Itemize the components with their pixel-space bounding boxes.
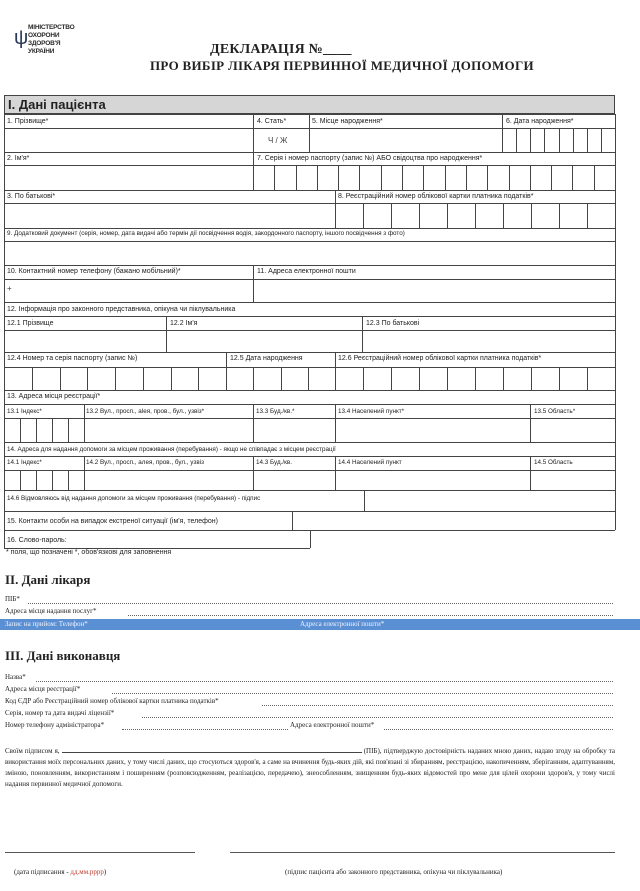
rep-name-label: 12.2 Ім'я (170, 320, 198, 327)
digit-cell-divider (587, 128, 588, 152)
appointment-phone-label: Запис на прийом: Телефон* (5, 620, 88, 628)
logo-text: МІНІСТЕРСТВО ОХОРОНИ ЗДОРОВ'Я УКРАЇНИ (28, 24, 75, 55)
living-house-label: 14.3 Буд./кв. (256, 459, 292, 466)
table-row-line-16 (4, 404, 615, 405)
grid-line (362, 316, 363, 352)
digit-cell-divider (531, 367, 532, 390)
grid-line (530, 456, 531, 490)
gender-options[interactable]: Ч / Ж (268, 136, 288, 145)
digit-cell-divider (317, 165, 318, 190)
consent-paragraph: Своїм підписом я, (ПІБ), підтверджую достовірність наданих мною даних, надаю згоду на обробку та використання моїх персональних даних, у тому числі даних, що стосуються здоров'я, а саме на вчинення будь-яких дій, які пов'язані зі збиранням, реєстрацією, накопиченням, зберіганням, адаптуванням, зміною, поновленням, використанням і поширенням (розповсюдженням, реалізацією, передачею), знеособленням, знищенням будь-яких відомостей про мене для цілей охорони здоров'я, у тому числі надання первинної медичної допомоги. (5, 747, 616, 788)
digit-cell-divider (466, 165, 467, 190)
table-row-line-9 (4, 279, 615, 280)
digit-cell-divider (447, 203, 448, 228)
appointment-bar (0, 619, 640, 630)
doctor-pib-field[interactable] (28, 603, 613, 604)
passport-label: 7. Серія і номер паспорту (запис №) АБО свідоцтва про народження* (257, 155, 483, 162)
table-row-line-14 (4, 367, 615, 368)
doctor-address-label: Адреса місця надання послуг* (5, 607, 97, 615)
admin-phone-label: Номер телефону адміністратора* (5, 721, 105, 729)
table-border-right (615, 114, 616, 530)
emergency-contact-label: 15. Контакти особи на випадок екстреної ситуації (ім'я, телефон) (7, 518, 218, 525)
rep-tax-label: 12.6 Реєстраційний номер облікової картки платника податків* (338, 355, 542, 362)
table-border-left (4, 114, 5, 548)
phone-prefix: + (7, 284, 12, 293)
digit-cell-divider (296, 165, 297, 190)
grid-line (292, 511, 293, 530)
table-row-line-3 (4, 165, 615, 166)
grid-line (84, 404, 85, 442)
living-index-label: 14.1 Індекс* (7, 459, 42, 466)
digit-cell-divider (419, 203, 420, 228)
trident-icon: ψ (14, 27, 29, 49)
living-city-label: 14.4 Населений пункт (338, 459, 402, 466)
digit-cell-divider (115, 367, 116, 390)
digit-cell-divider (143, 367, 144, 390)
ministry-logo (14, 24, 94, 74)
digit-cell-divider (559, 203, 560, 228)
grid-line (166, 316, 167, 352)
digit-cell-divider (281, 367, 282, 390)
digit-cell-divider (447, 367, 448, 390)
admin-email-label: Адреса електронної пошти* (290, 721, 375, 729)
declaration-subtitle: ПРО ВИБІР ЛІКАРЯ ПЕРВИННОЇ МЕДИЧНОЇ ДОПОМОГИ (150, 58, 534, 73)
digit-cell-divider (381, 165, 382, 190)
table-row-line-4 (4, 190, 615, 191)
digit-cell-divider (253, 367, 254, 390)
admin-phone-field[interactable] (122, 729, 288, 730)
grid-line (364, 490, 365, 511)
digit-cell-divider (52, 470, 53, 490)
reg-address-label: 13. Адреса місця реєстрації* (7, 393, 101, 400)
license-label: Серія, номер та дата видачі ліцензії* (5, 709, 115, 717)
digit-cell-divider (475, 367, 476, 390)
living-region-label: 14.5 Область (534, 459, 573, 466)
digit-cell-divider (509, 165, 510, 190)
section1-header (4, 95, 615, 114)
rep-surname-label: 12.1 Прізвище (7, 320, 54, 327)
table-row-line-6 (4, 228, 615, 229)
representative-label: 12. Інформація про законного представника, опікуна чи піклувальника (7, 306, 236, 313)
digit-cell-divider (419, 367, 420, 390)
digit-cell-divider (68, 418, 69, 442)
digit-cell-divider (391, 367, 392, 390)
table-row-line-13 (4, 352, 615, 353)
extra-document-label: 9. Додатковий документ (серія, номер, дата видачі або термін дії посвідчення водія, закордонного паспорту, іншого посвідчення з фото) (7, 230, 405, 237)
digit-cell-divider (587, 203, 588, 228)
digit-cell-divider (475, 203, 476, 228)
grid-line (310, 530, 311, 548)
birthdate-label: 6. Дата народження* (506, 118, 574, 125)
digit-cell-divider (572, 165, 573, 190)
digit-cell-divider (531, 203, 532, 228)
tax-number-label: 8. Реєстраційний номер облікової картки платника податків* (338, 193, 534, 200)
digit-cell-divider (36, 470, 37, 490)
executor-name-label: Назва* (5, 673, 26, 681)
digit-cell-divider (445, 165, 446, 190)
reg-index-label: 13.1 Індекс* (7, 408, 42, 415)
name-label: 2. Ім'я* (7, 155, 30, 162)
rep-patronymic-label: 12.3 По батькові (366, 320, 420, 327)
refuse-living-label: 14.6 Відмовляюсь від надання допомоги за місцем проживання (перебування) - підпис (7, 495, 261, 502)
digit-cell-divider (544, 128, 545, 152)
phone-label: 10. Контактний номер телефону (бажано мобільний)* (7, 268, 181, 275)
table-row-line-21 (4, 490, 615, 491)
reg-region-label: 13.5 Область* (534, 408, 576, 415)
digit-cell-divider (530, 128, 531, 152)
digit-cell-divider (338, 165, 339, 190)
executor-code-label: Код ЄДР або Реєстраційний номер облікової картки платника податків* (5, 697, 219, 705)
digit-cell-divider (52, 418, 53, 442)
date-format: дд.мм.рррр (70, 868, 104, 876)
rep-passport-label: 12.4 Номер та серія паспорту (запис №) (7, 355, 138, 362)
declaration-title: ДЕКЛАРАЦІЯ №____ (210, 42, 352, 57)
digit-cell-divider (503, 367, 504, 390)
grid-line (335, 352, 336, 390)
grid-line (309, 114, 310, 152)
doctor-address-field[interactable] (128, 615, 613, 616)
digit-cell-divider (402, 165, 403, 190)
digit-cell-divider (423, 165, 424, 190)
password-label: 16. Слово-пароль: (7, 537, 67, 544)
grid-line (502, 114, 503, 152)
section1-title: І. Дані пацієнта (8, 97, 106, 112)
digit-cell-divider (32, 367, 33, 390)
executor-name-field[interactable] (36, 681, 613, 682)
table-row-line-18 (4, 442, 615, 443)
table-row-line-11 (4, 316, 615, 317)
digit-cell-divider (391, 203, 392, 228)
digit-cell-divider (198, 367, 199, 390)
digit-cell-divider (68, 470, 69, 490)
digit-cell-divider (363, 203, 364, 228)
reg-city-label: 13.4 Населений пункт* (338, 408, 405, 415)
surname-label: 1. Прізвище* (7, 118, 49, 125)
digit-cell-divider (530, 165, 531, 190)
grid-line (253, 265, 254, 302)
digit-cell-divider (36, 418, 37, 442)
digit-cell-divider (551, 165, 552, 190)
table-row-line-8 (4, 265, 615, 266)
grid-line (335, 190, 336, 228)
digit-cell-divider (274, 165, 275, 190)
table-row-line-19 (4, 456, 615, 457)
patronymic-label: 3. По батькові* (7, 193, 56, 200)
admin-email-field[interactable] (384, 729, 613, 730)
digit-cell-divider (171, 367, 172, 390)
table-row-line-7 (4, 241, 615, 242)
grid-line (335, 456, 336, 490)
signature-caption: (підпис пацієнта або законного представника, опікуна чи піклувальника) (285, 868, 503, 876)
digit-cell-divider (516, 128, 517, 152)
required-note: * поля, що позначені *, обов'язкові для заповнення (6, 549, 172, 556)
rep-birthdate-label: 12.5 Дата народження (230, 355, 303, 362)
grid-line (253, 404, 254, 442)
digit-cell-divider (20, 418, 21, 442)
reg-street-label: 13.2 Вул., просп., alея, пров., бул., узвіз* (86, 408, 205, 415)
reg-house-label: 13.3 Буд./кв.* (256, 408, 295, 415)
digit-cell-divider (573, 128, 574, 152)
executor-address-field[interactable] (112, 693, 613, 694)
table-row-line-12 (4, 330, 615, 331)
digit-cell-divider (587, 367, 588, 390)
email-label: 11. Адреса електронної пошти (257, 268, 356, 275)
digit-cell-divider (594, 165, 595, 190)
digit-cell-divider (601, 128, 602, 152)
section3-title: ІІІ. Дані виконавця (5, 648, 121, 663)
digit-cell-divider (487, 165, 488, 190)
date-caption: (дата підписання - дд.мм.рррр) (14, 868, 107, 876)
digit-cell-divider (87, 367, 88, 390)
table-row-line-20 (4, 470, 615, 471)
gender-label: 4. Стать* (257, 118, 287, 125)
digit-cell-divider (559, 128, 560, 152)
grid-line (84, 456, 85, 490)
grid-line (253, 456, 254, 490)
executor-code-field[interactable] (262, 705, 613, 706)
grid-line (530, 404, 531, 442)
digit-cell-divider (503, 203, 504, 228)
grid-line (335, 404, 336, 442)
signature-line[interactable] (230, 852, 615, 853)
appointment-email-label: Адреса електронної пошти* (300, 620, 385, 628)
grid-line (253, 152, 254, 190)
table-row-line-17 (4, 418, 615, 419)
living-street-label: 14.2 Вул., просп., алея, пров., бул., узвіз (86, 459, 204, 466)
digit-cell-divider (559, 367, 560, 390)
digit-cell-divider (363, 367, 364, 390)
table-row-line-15 (4, 390, 615, 391)
consent-pib-field[interactable] (62, 746, 362, 753)
birthplace-label: 5. Місце народження* (312, 118, 383, 125)
digit-cell-divider (359, 165, 360, 190)
table-row-line-5 (4, 203, 615, 204)
digit-cell-divider (60, 367, 61, 390)
table-row-line-22 (4, 511, 615, 512)
grid-line (226, 352, 227, 390)
doctor-pib-label: ПІБ* (5, 595, 20, 603)
table-row-line-10 (4, 302, 615, 303)
table-row-line-2 (4, 152, 615, 153)
executor-address-label: Адреса місця реєстрації* (5, 685, 81, 693)
date-line[interactable] (5, 852, 195, 853)
license-field[interactable] (142, 717, 613, 718)
living-address-label: 14. Адреса для надання допомоги за місцем проживання (перебування) - якщо не співпадає з місцем реєстрації (7, 446, 336, 453)
digit-cell-divider (308, 367, 309, 390)
grid-line (253, 114, 254, 152)
digit-cell-divider (20, 470, 21, 490)
section2-title: ІІ. Дані лікаря (5, 572, 91, 587)
